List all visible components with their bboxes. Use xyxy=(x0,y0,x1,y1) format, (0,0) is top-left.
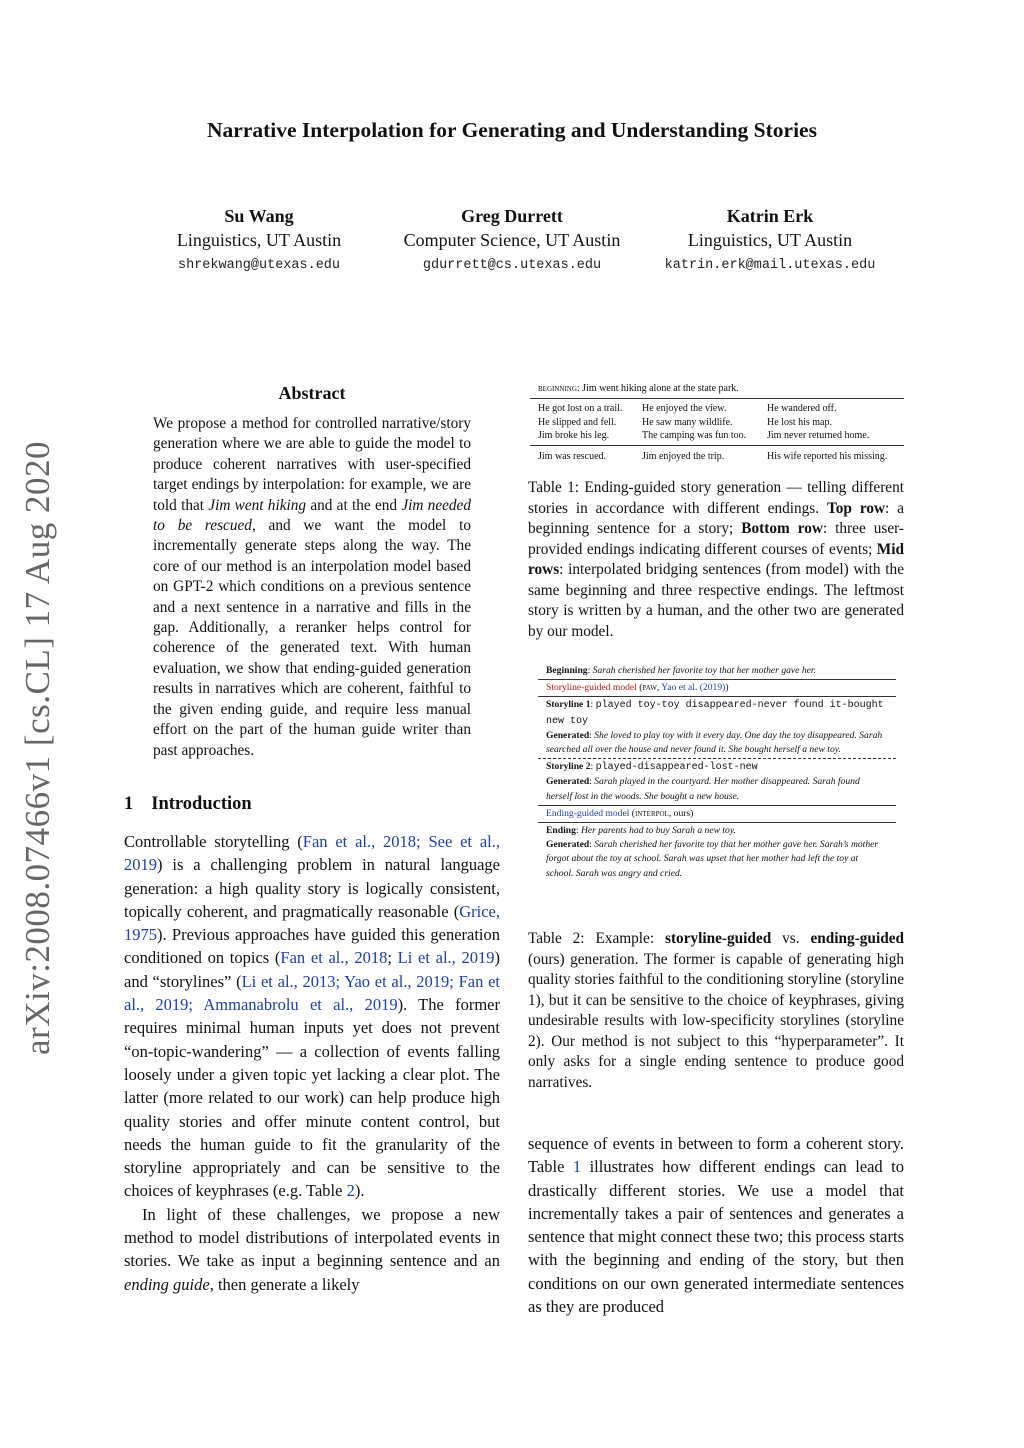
citation-link[interactable]: Fan et al., 2018; See et al., 2019 xyxy=(124,832,500,875)
table1-column-2: He enjoyed the view. He saw many wildlife. The camping was fun too. xyxy=(642,403,747,441)
arxiv-stamp: arXiv:2008.07466v1 [cs.CL] 17 Aug 2020 xyxy=(18,441,57,1055)
citation-link[interactable]: Grice, 1975 xyxy=(124,901,500,945)
table2-storyline-2: Storyline 2: played-disappeared-lost-new Generated: Sarah played in the courtyard. Her mother disappeared. Sarah found herself lost in the woods. She bought a new house. xyxy=(538,759,896,806)
author-name: Su Wang xyxy=(224,206,294,226)
author-affiliation: Computer Science, UT Austin xyxy=(403,230,621,250)
author-block-3 xyxy=(630,204,910,280)
author-affiliation: Linguistics, UT Austin xyxy=(176,230,342,250)
citation-link[interactable]: Li et al., 2019 xyxy=(397,948,495,968)
table-ref-link[interactable]: 2 xyxy=(346,1181,355,1201)
citation-link[interactable]: Fan et al., 2018 xyxy=(280,948,388,968)
table1-beginning-row: beginning: Jim went hiking alone at the state park. xyxy=(530,381,904,399)
table1-column-3: He wandered off. He lost his map. Jim never returned home. xyxy=(767,403,870,441)
author-block-1 xyxy=(119,204,399,280)
table-ref-link[interactable]: 1 xyxy=(572,1157,582,1177)
intro-paragraph-3: sequence of events in between to form a coherent story. Table 1 illustrates how different endings can lead to drastically different stories. We use a model that incrementally takes a pair of sentences and generates a sentence that might connect these two; this process starts with the beginning and ending of the story, but then conditions on our own generated intermediate sentences as they are produced xyxy=(528,1134,904,1317)
intro-paragraph-2: In light of these challenges, we propose a new method to model distributions of interpolated events in stories. We take as input a beginning sentence and an ending guide, then generate a likely xyxy=(124,1204,500,1294)
author-name: Katrin Erk xyxy=(726,206,814,226)
table2-storyline-1: Storyline 1: played toy-toy disappeared-never found it-bought new toy Generated: She loved to play toy with it every day. One day the toy disappeared. Sarah searched all over the house and never found it. She bought herself a new toy. xyxy=(538,697,896,759)
intro-left-column xyxy=(124,830,500,1296)
section-heading-introduction: 1 Introduction xyxy=(124,794,252,814)
table1-mid-rows xyxy=(530,399,904,446)
table1-ending-row: Jim was rescued. Jim enjoyed the trip. His wife reported his missing. xyxy=(538,450,888,462)
author-affiliation: Linguistics, UT Austin xyxy=(687,230,853,250)
author-email[interactable]: shrekwang@utexas.edu xyxy=(177,258,341,273)
table2-ending-model-row: Ending-guided model (interpol, ours) xyxy=(538,806,896,823)
citation-link[interactable]: Yao et al. (2019) xyxy=(661,682,726,694)
author-block-2 xyxy=(372,204,652,280)
abstract-heading: Abstract xyxy=(278,383,346,403)
intro-paragraph-1: Controllable storytelling (Fan et al., 2018; See et al., 2019) is a challenging problem in natural language generation: a high quality story is logically consistent, topically coherent, and pragmatically reasonable (Grice, 1975). Previous approaches have guided this generation conditioned on topics (Fan et al., 2018; Li et al., 2019) and “storylines” (Li et al., 2013; Yao et al., 2019; Fan et al., 2019; Ammanabrolu et al., 2019). The former requires minimal human inputs yet does not prevent “on-topic-wandering” — a collection of events falling loosely under a given topic yet lacking a clear plot. The latter (more related to our work) can help produce high quality stories and offer minute content control, but needs the human guide to fit the granularity of the storyline appropriately and can be sensitive to the choices of keyphrases (e.g. Table 2). xyxy=(124,832,500,1201)
paper-title: Narrative Interpolation for Generating and Understanding Stories xyxy=(207,118,817,142)
table1-caption: Table 1: Ending-guided story generation — telling different stories in accordance with different endings. Top row: a beginning sentence for a story; Bottom row: three user-provided endings indicating different courses of events; Mid rows: interpolated bridging sentences (from model) with the same beginning and three respective endings. The leftmost story is written by a human, and the other two are generated by our model. xyxy=(528,479,905,640)
table2-caption: Table 2: Example: storyline-guided vs. ending-guided (ours) generation. The former is capable of generating high quality stories faithful to the conditioning storyline (storyline 1), but it can be sensitive to the choice of keyphrases, giving undesirable results with low-specificity storylines (storyline 2). Our method is not subject to this “hyperparameter”. It only asks for a single ending sentence to produce good narratives. xyxy=(528,930,904,1091)
table-2 xyxy=(538,663,896,882)
intro-right-column xyxy=(528,1132,904,1318)
citation-link[interactable]: Li et al., 2013; Yao et al., 2019; Fan et al., 2019; Ammanabrolu et al., 2019 xyxy=(124,971,500,1015)
abstract-body: We propose a method for controlled narrative/story generation where we are able to guide the model to produce coherent narratives with user-specified target endings by interpolation: for example, we are told that Jim went hiking and at the end Jim needed to be rescued, and we want the model to incrementally generate steps along the way. The core of our method is an interpolation model based on GPT-2 which conditions on a previous sentence and a next sentence in a narrative and fills in the gap. Additionally, a reranker helps control for coherence of the generated text. With human evaluation, we show that ending-guided generation results in narratives which are coherent, faithful to the given ending guide, and require less manual effort on the part of the human guide writer than past approaches. xyxy=(153,415,471,759)
author-name: Greg Durrett xyxy=(461,206,563,226)
table2-ending-guided: Ending: Her parents had to buy Sarah a new toy. Generated: Sarah cherished her favorite toy that her mother gave her. Sarah’s mother forgot about the toy at school. Sarah was upset that her mother had left the toy at school. Sarah was angry and cried. xyxy=(546,825,879,879)
table1-column-1: He got lost on a trail. He slipped and fell. Jim broke his leg. xyxy=(538,403,623,441)
table-1 xyxy=(530,381,904,466)
table2-beginning-row: Beginning: Sarah cherished her favorite toy that her mother gave her. xyxy=(538,663,896,680)
author-email[interactable]: katrin.erk@mail.utexas.edu xyxy=(664,258,876,273)
author-email[interactable]: gdurrett@cs.utexas.edu xyxy=(422,258,602,273)
table2-storyline-model-row: Storyline-guided model (paw, Yao et al. (2019)) xyxy=(538,680,896,697)
